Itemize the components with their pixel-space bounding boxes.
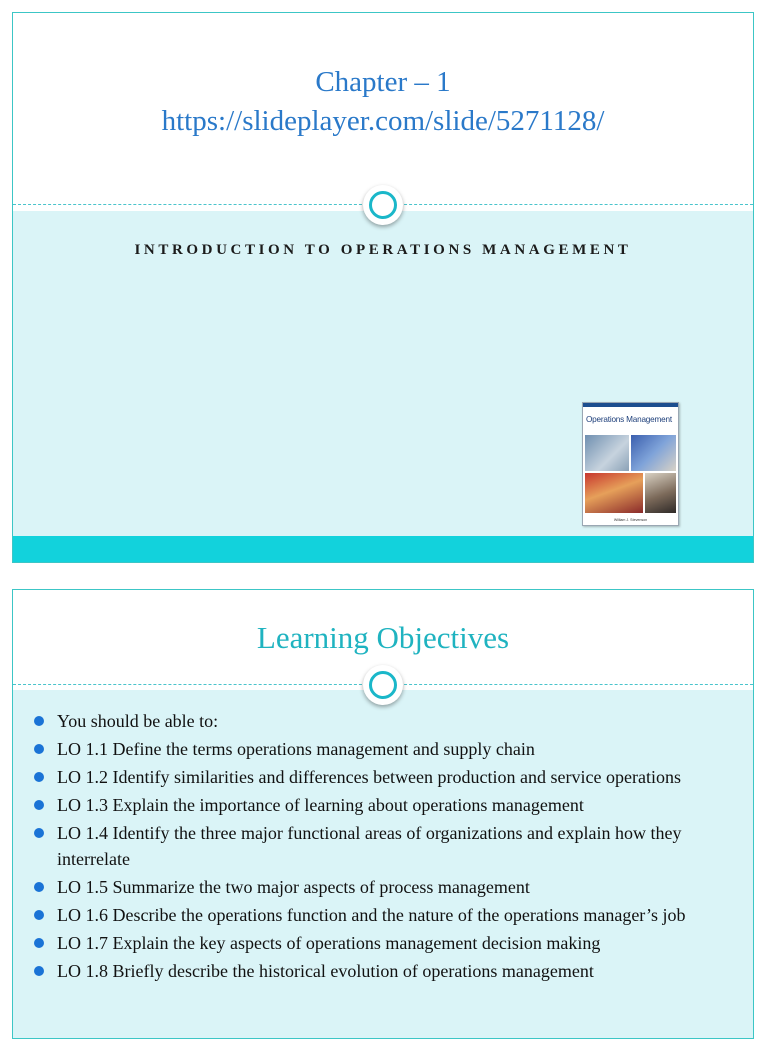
objectives-list xyxy=(33,708,741,986)
bullet-icon xyxy=(34,910,44,920)
slide-title xyxy=(13,63,753,141)
book-title: Operations Management xyxy=(586,415,672,424)
slide-subtitle: INTRODUCTION TO OPERATIONS MANAGEMENT xyxy=(134,242,632,258)
source-link[interactable]: https://slideplayer.com/slide/5271128/ xyxy=(161,105,605,137)
slide-title: Learning Objectives xyxy=(256,620,510,655)
book-cover-image xyxy=(582,402,679,526)
circle-ornament-icon xyxy=(363,185,403,225)
bottom-accent-bar xyxy=(13,536,753,562)
bullet-icon xyxy=(34,744,44,754)
title-slide xyxy=(12,12,754,563)
list-item: LO 1.6 Describe the operations function and the nature of the operations manager’s job xyxy=(33,902,741,928)
cover-photo-2 xyxy=(631,435,676,471)
objectives-slide xyxy=(12,589,754,1039)
cover-photo-1 xyxy=(585,435,629,471)
list-item: LO 1.2 Identify similarities and differences between production and service operations xyxy=(33,764,741,790)
chapter-heading: Chapter – 1 xyxy=(315,66,451,98)
book-author: William J. Stevenson xyxy=(613,518,648,522)
bullet-icon xyxy=(34,938,44,948)
list-item: LO 1.1 Define the terms operations management and supply chain xyxy=(33,736,741,762)
bullet-icon xyxy=(34,772,44,782)
list-item: LO 1.4 Identify the three major functional areas of organizations and explain how they interrelate xyxy=(33,820,741,872)
cover-photo-4 xyxy=(645,473,676,513)
list-item: LO 1.8 Briefly describe the historical evolution of operations management xyxy=(33,958,741,984)
list-item: LO 1.7 Explain the key aspects of operations management decision making xyxy=(33,930,741,956)
cover-photo-3 xyxy=(585,473,643,513)
bullet-icon xyxy=(34,882,44,892)
bullet-icon xyxy=(34,800,44,810)
circle-ornament-icon xyxy=(363,665,403,705)
list-item: LO 1.3 Explain the importance of learning about operations management xyxy=(33,792,741,818)
bullet-icon xyxy=(34,828,44,838)
list-item: You should be able to: xyxy=(33,708,741,734)
bullet-icon xyxy=(34,716,44,726)
list-item: LO 1.5 Summarize the two major aspects of process management xyxy=(33,874,741,900)
bullet-icon xyxy=(34,966,44,976)
book-cover-stripe xyxy=(583,403,678,407)
